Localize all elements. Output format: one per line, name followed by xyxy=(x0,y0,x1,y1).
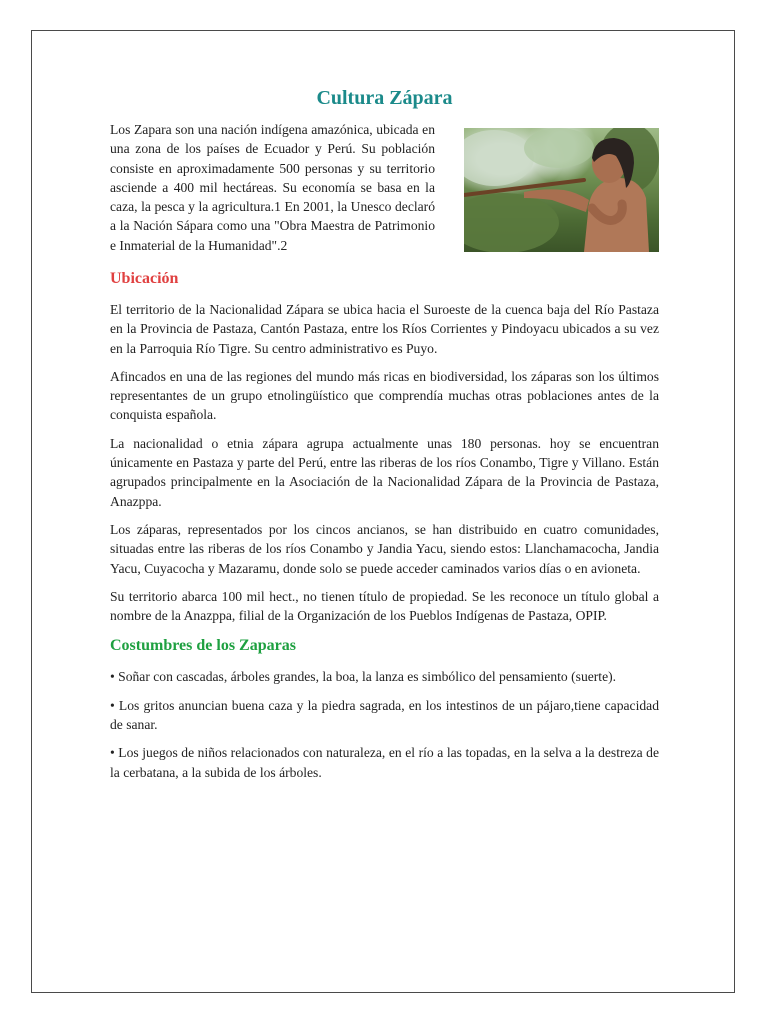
section-heading-costumbres: Costumbres de los Zaparas xyxy=(110,637,296,655)
page-title: Cultura Zápara xyxy=(316,87,453,109)
intro-paragraph: Los Zapara son una nación indígena amazónica, ubicada en una zona de los países de Ecuador y Perú. Su población consiste en aproximadamente 500 personas y su territorio asciende a 400 mil hectáreas. Su economía se basa en la caza, la pesca y la agricultura.1 En 2001, la Unesco declaró a la Nación Sápara como una "Obra Maestra de Patrimonio e Inmaterial de la Humanidad".2 xyxy=(110,122,435,253)
section-costumbres xyxy=(110,667,659,781)
section-ubicacion xyxy=(110,300,659,625)
man-blowgun-photo xyxy=(464,128,659,252)
paragraph: Los záparas, representados por los cincos ancianos, se han distribuido en cuatro comunidades, situadas entre las riberas de los ríos Conambo y Jandia Yacu, siendo estos: Llanchamacocha, Jandia Yacu, Cuyacocha y Mazaramu, donde solo se puede acceder caminados varios días o en avioneta. xyxy=(110,521,659,576)
paragraph: Afincados en una de las regiones del mundo más ricas en biodiversidad, los záparas son los últimos representantes de un grupo etnolingüístico que comprendía muchas otras poblaciones antes de la conquista española. xyxy=(110,368,659,423)
paragraph: El territorio de la Nacionalidad Zápara se ubica hacia el Suroeste de la cuenca baja del Río Pastaza en la Provincia de Pastaza, Cantón Pastaza, entre los Ríos Corrientes y Pindoyacu ubicados a su vez en la Parroquia Río Tigre. Su centro administrativo es Puyo. xyxy=(110,302,659,356)
document-content xyxy=(110,85,659,791)
bullet-item: • Los gritos anuncian buena caza y la piedra sagrada, en los intestinos de un pájaro,tiene capacidad de sanar. xyxy=(110,697,659,733)
intro-block xyxy=(110,120,659,258)
photo-illustration xyxy=(464,128,659,252)
bullet-item: • Los juegos de niños relacionados con naturaleza, en el río a las topadas, en la selva a la destreza de la cerbatana, a la subida de los árboles. xyxy=(110,745,659,780)
paragraph: La nacionalidad o etnia zápara agrupa actualmente unas 180 personas. hoy se encuentran únicamente en Pastaza y parte del Perú, entre las riberas de los ríos Conambo, Tigre y Villano. Están agrupados principalmente en la Asociación de la Nacionalidad Zápara de la Provincia de Pastaza, Anazppa. xyxy=(110,435,659,509)
bullet-item: • Soñar con cascadas, árboles grandes, la boa, la lanza es simbólico del pensamiento (suerte). xyxy=(110,669,617,685)
section-heading-ubicacion: Ubicación xyxy=(110,270,179,287)
paragraph: Su territorio abarca 100 mil hect., no tienen título de propiedad. Se les reconoce un título global a nombre de la Anazppa, filial de la Organización de los Pueblos Indígenas de Pastaza, OPIP. xyxy=(110,588,659,624)
document-page xyxy=(31,30,735,993)
